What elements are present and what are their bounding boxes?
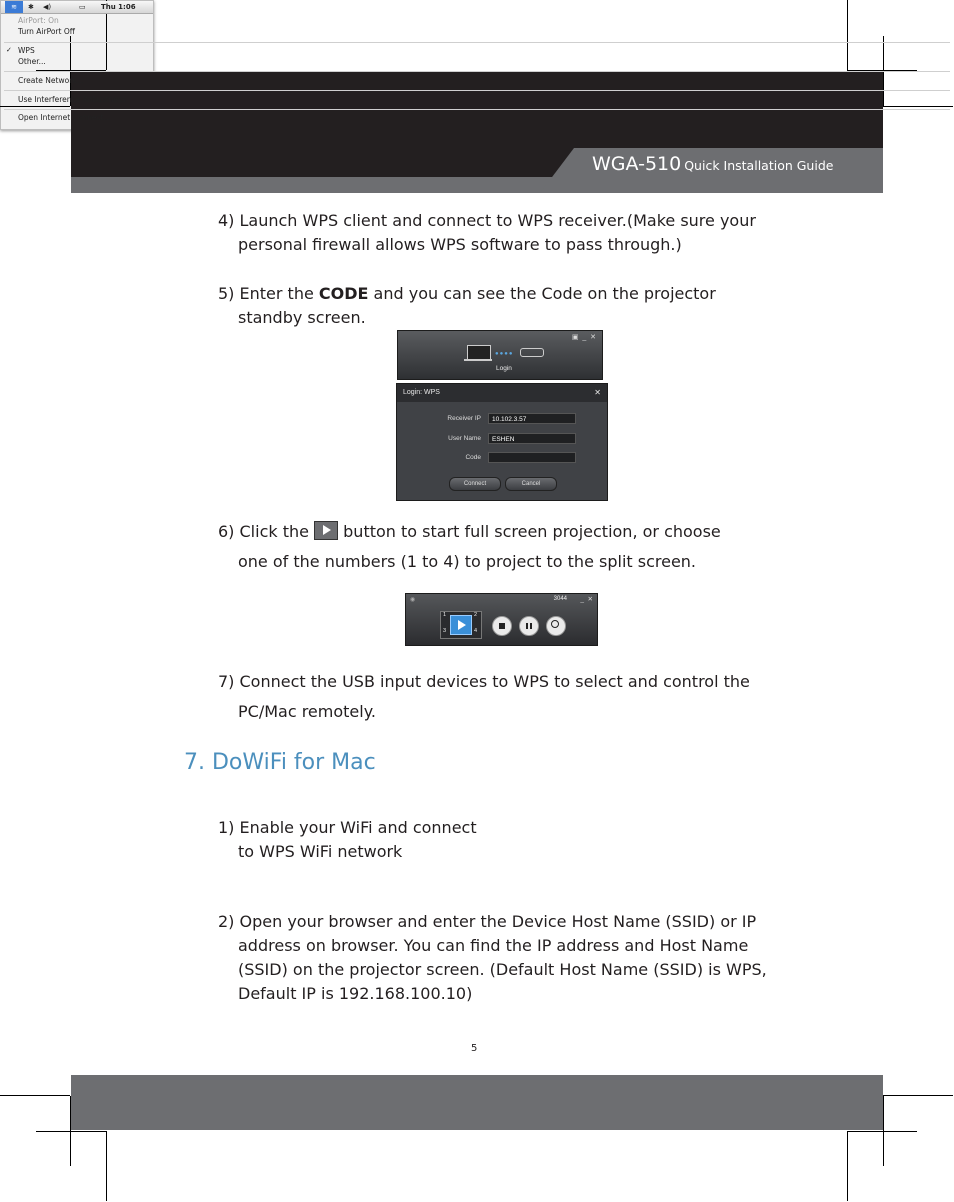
- step-6: [218, 517, 721, 577]
- airport-status: AirPort: On: [18, 16, 59, 25]
- page-number: 5: [471, 1043, 478, 1054]
- menu-separator: [4, 109, 950, 110]
- volume-icon[interactable]: ◀): [43, 3, 52, 11]
- split-3-button[interactable]: 3: [443, 628, 447, 634]
- code-label: Code: [465, 454, 481, 461]
- wps-login-dialog: [396, 383, 608, 501]
- step-7-line-2: PC/Mac remotely.: [238, 702, 376, 721]
- guide-subtitle: Quick Installation Guide: [684, 158, 834, 173]
- mac-step-2: [218, 910, 767, 1006]
- step-5-line-2: standby screen.: [238, 308, 366, 327]
- split-4-button[interactable]: 4: [474, 628, 478, 634]
- receiver-ip-field[interactable]: 10.102.3.57: [488, 413, 576, 424]
- counter: 3044: [553, 596, 567, 602]
- crop-mark: [847, 0, 848, 70]
- step-5: [218, 282, 716, 330]
- step-5-text-a: 5) Enter the: [218, 284, 319, 303]
- create-network-item[interactable]: Create Network...: [18, 76, 84, 85]
- section-title: 7. DoWiFi for Mac: [184, 750, 376, 775]
- step-7: [218, 667, 750, 727]
- split-2-button[interactable]: 2: [474, 612, 478, 618]
- user-name-field[interactable]: ESHEN: [488, 433, 576, 444]
- turn-airport-off-item[interactable]: Turn AirPort Off: [18, 27, 75, 36]
- crop-mark: [0, 106, 70, 107]
- step-4-line-1: 4) Launch WPS client and connect to WPS receiver.(Make sure your: [218, 211, 756, 230]
- split-1-button[interactable]: 1: [443, 612, 447, 618]
- crop-mark: [106, 1131, 107, 1201]
- mac-step-2-line-3: (SSID) on the projector screen. (Default Host Name (SSID) is WPS,: [238, 960, 767, 979]
- window-controls: _ ✕: [580, 596, 593, 603]
- crop-mark: [36, 1131, 106, 1132]
- step-5-text-b: and you can see the Code on the projector: [368, 284, 716, 303]
- pause-icon: [526, 623, 528, 629]
- mac-step-2-line-4: Default IP is 192.168.100.10): [238, 984, 473, 1003]
- mac-menubar: [1, 1, 153, 14]
- checkmark-icon: ✓: [6, 46, 12, 54]
- receiver-icon: [520, 348, 544, 357]
- menu-separator: [4, 42, 950, 43]
- mac-step-1-line-1: 1) Enable your WiFi and connect: [218, 818, 477, 837]
- model-name: WGA-510: [592, 153, 682, 175]
- interference-robustness-item[interactable]: Use Interference Robustness: [18, 95, 126, 104]
- step-4: [218, 209, 756, 257]
- grip-icon: ◉: [410, 597, 416, 603]
- search-button[interactable]: [546, 616, 566, 636]
- play-icon: [314, 521, 338, 540]
- crop-mark: [883, 106, 953, 107]
- search-icon: [551, 620, 559, 628]
- stop-icon: [499, 623, 505, 629]
- crop-mark: [847, 1131, 917, 1132]
- network-wps-item[interactable]: WPS: [18, 46, 35, 55]
- wps-player-bar: [405, 593, 598, 646]
- wps-client-login-bar: [397, 330, 603, 380]
- menu-separator: [4, 90, 950, 91]
- dialog-title: Login: WPS: [403, 389, 440, 396]
- connection-dots-icon: ●●●●: [495, 351, 514, 357]
- other-network-item[interactable]: Other...: [18, 57, 46, 66]
- receiver-ip-label: Receiver IP: [447, 415, 481, 422]
- step-6-text-b: button to start full screen projection, or choose: [338, 522, 721, 541]
- footer-band: [71, 1075, 883, 1130]
- mac-step-1-line-2: to WPS WiFi network: [238, 842, 403, 861]
- login-label[interactable]: Login: [496, 365, 512, 372]
- step-6-line-2: one of the numbers (1 to 4) to project to the split screen.: [238, 552, 697, 571]
- window-controls: ▣ _ ✕: [571, 334, 596, 341]
- laptop-base-icon: [464, 359, 492, 361]
- dialog-titlebar: [397, 384, 607, 402]
- play-icon: [458, 620, 466, 630]
- step-4-line-2: personal firewall allows WPS software to pass through.): [238, 235, 682, 254]
- crop-mark: [847, 1131, 848, 1201]
- crop-mark: [883, 1095, 953, 1096]
- step-5-code-bold: CODE: [318, 284, 369, 303]
- menu-separator: [4, 71, 950, 72]
- guide-title: [592, 153, 833, 175]
- user-name-label: User Name: [448, 435, 481, 442]
- menubar-clock: Thu 1:06: [101, 3, 136, 11]
- mac-step-2-line-1: 2) Open your browser and enter the Device Host Name (SSID) or IP: [218, 912, 757, 931]
- mac-step-2-line-2: address on browser. You can find the IP address and Host Name: [238, 936, 749, 955]
- stop-button[interactable]: [492, 616, 512, 636]
- cancel-button[interactable]: Cancel: [505, 477, 557, 491]
- wifi-icon[interactable]: ≋: [5, 1, 23, 13]
- play-button[interactable]: [450, 615, 472, 635]
- connect-button[interactable]: Connect: [449, 477, 501, 491]
- pause-button[interactable]: [519, 616, 539, 636]
- open-internet-connect-item[interactable]: Open Internet Connect...: [18, 113, 111, 122]
- bluetooth-icon[interactable]: ✱: [28, 3, 34, 11]
- mac-step-1: [218, 816, 477, 864]
- step-7-line-1: 7) Connect the USB input devices to WPS to select and control the: [218, 672, 750, 691]
- battery-icon[interactable]: ▭: [79, 3, 86, 11]
- crop-mark: [0, 1095, 70, 1096]
- close-icon[interactable]: ✕: [594, 388, 601, 397]
- step-6-text-a: 6) Click the: [218, 522, 315, 541]
- code-field[interactable]: [488, 452, 576, 463]
